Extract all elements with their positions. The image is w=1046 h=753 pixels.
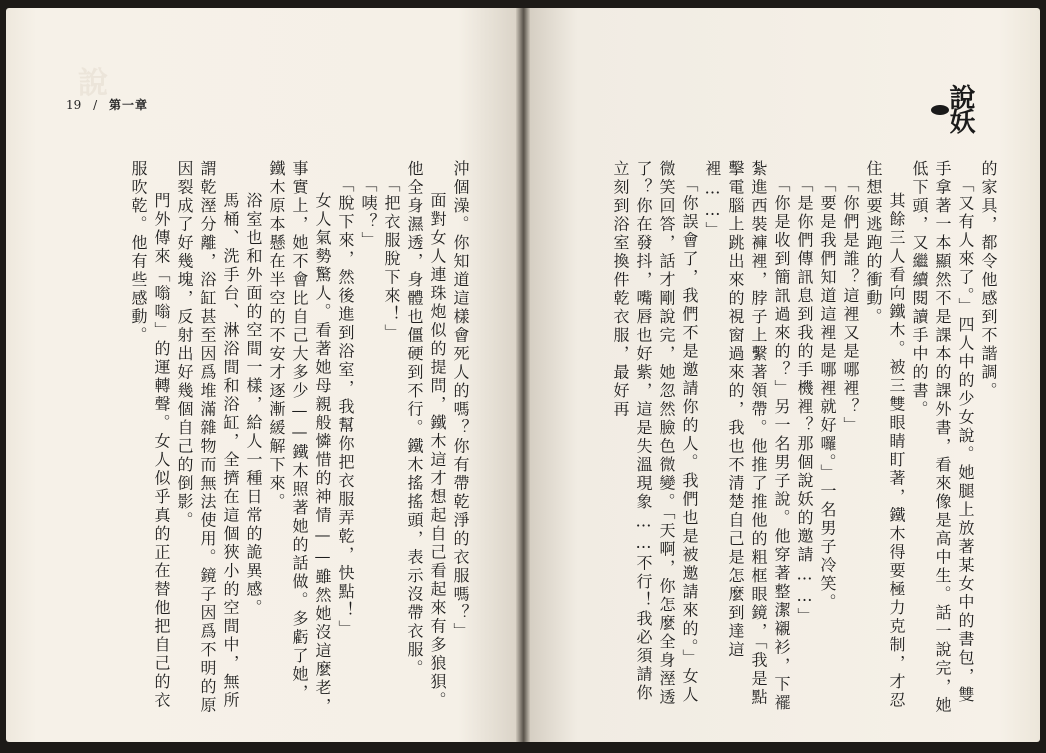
paragraph: 其餘三人看向鐵木。被三雙眼睛盯著，鐵木得要極力克制，才忍住想要逃跑的衝動。 (864, 160, 906, 710)
book-logo: 說妖 (945, 84, 975, 132)
paragraph: 「是你們傳訊息到我的手機裡？那個說妖的邀請……」 (795, 176, 814, 626)
paragraph: 「你誤會了，我們不是邀請你的人。我們也是被邀請來的。」女人微笑回答，話才剛說完，她忽然臉色微變。「天啊，你怎麼全身溼透了？你在發抖，嘴唇也好紫，這是失溫現象……不行！我必須請你立刻到浴室換件乾衣服，最好再 (611, 160, 699, 707)
paragraph: 面對女人連珠炮似的提問，鐵木這才想起自己看起來有多狼狽。他全身濕透，身體也僵硬到不行。鐵木搖搖頭，表示沒帶衣服。 (405, 160, 447, 710)
page-number: 19 (66, 98, 82, 112)
paragraph: 「又有人來了。」四人中的少女說。她腿上放著某女中的書包，雙手拿著一本顯然不是課本的課外書，看來像是高中生。話一說完，她低下頭，又繼續閱讀手中的書。 (910, 160, 975, 715)
paragraph: 「你是收到簡訊過來的？」另一名男子說。他穿著整潔襯衫，下襬紮進西裝褲裡，脖子上繫著領帶。他推了推他的粗框眼鏡，「我是點擊電腦上跳出來的視窗過來的，我也不清楚自己是怎麼到達這裡……」 (703, 160, 791, 713)
paragraph: 「把衣服脫下來！」 (382, 176, 401, 343)
paragraph: 沖個澡。你知道這樣會死人的嗎？你有帶乾淨的衣服嗎？」 (451, 160, 470, 641)
paragraph: 「咦？」 (359, 176, 378, 250)
running-header (66, 96, 148, 113)
book-gutter (516, 8, 530, 742)
paragraph: 的家具，都令他感到不諧調。 (979, 160, 998, 401)
header-separator: / (93, 98, 98, 112)
faint-watermark-icon: 說 (78, 66, 108, 101)
paragraph: 女人氣勢驚人。看著她母親般憐惜的神情——雖然她沒這麼老，事實上，她不會比自己大多少——鐵木照著她的話做。多虧了她，鐵木原本懸在半空的不安才逐漸緩解下來。 (267, 160, 332, 716)
chapter-title: 第一章 (108, 98, 148, 112)
paragraph: 「要是我們知道這裡是哪裡就好囉。」一名男子冷笑。 (818, 176, 837, 612)
paragraph: 「你們是誰？這裡又是哪裡？」 (841, 176, 860, 435)
paragraph: 馬桶、洗手台、淋浴間和浴缸，全擠在這個狹小的空間中，無所謂乾溼分離，浴缸甚至因爲堆滿雜物而無法使用。鏡子因爲不明的原因裂成了好幾塊，反射出好幾個自己的倒影。 (175, 160, 240, 715)
paragraph: 門外傳來「嗡嗡」的運轉聲。女人似乎真的正在替他把自己的衣服吹乾。他有些感動。 (129, 160, 171, 710)
left-page-text (68, 160, 472, 720)
paragraph: 浴室也和外面的空間一樣，給人一種日常的詭異感。 (244, 192, 263, 618)
paragraph: 「脫下來，然後進到浴室，我幫你把衣服弄乾，快點！」 (336, 176, 355, 639)
right-page-text (580, 160, 1000, 720)
